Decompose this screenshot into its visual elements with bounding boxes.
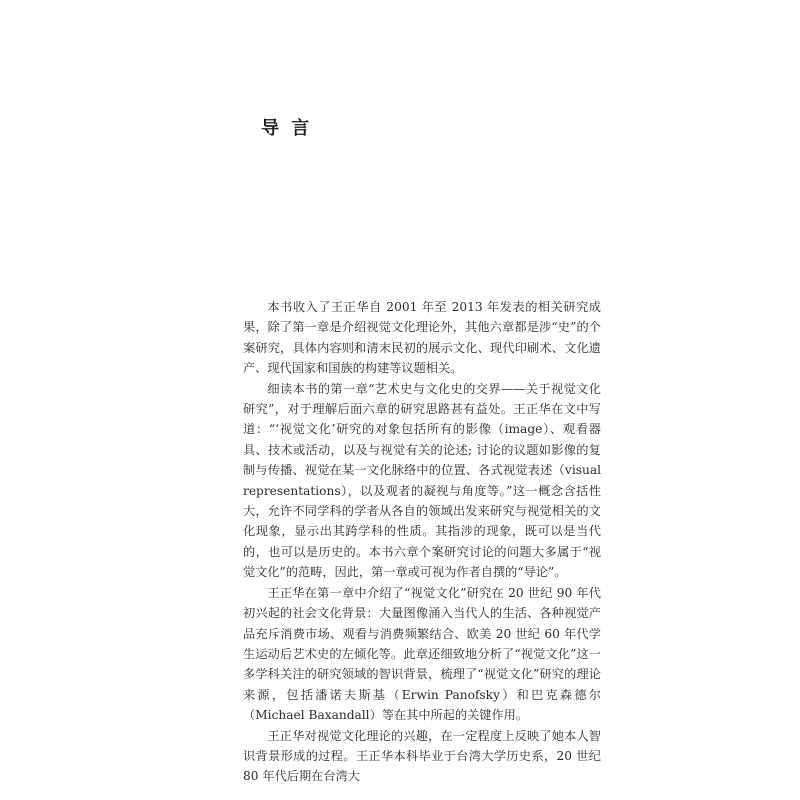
paragraph-4: 王正华对视觉文化理论的兴趣，在一定程度上反映了她本人智识背景形成的过程。王正华本科毕业于台湾大学历史系，20 世纪 80 年代后期在台湾大	[243, 728, 601, 784]
body-text	[243, 297, 601, 787]
paragraph-1: 本书收入了王正华自 2001 年至 2013 年发表的相关研究成果，除了第一章是介绍视觉文化理论外，其他六章都是涉“史”的个案研究，具体内容则和清末民初的展示文化、现代印刷术、文化遗产、现代国家和国族的构建等议题相关。	[243, 300, 601, 376]
paragraph-2: 细读本书的第一章“艺术史与文化史的交界——关于视觉文化研究”，对于理解后面六章的研究思路甚有益处。王正华在文中写道：“‘视觉文化’研究的对象包括所有的影像（image）、观看器具、技术或活动，以及与视觉有关的论述; 讨论的议题如影像的复制与传播、视觉在某一文化脉络中的位置、各式视觉表述（visual representations），以及观者的凝视与角度等。”这一概念含括性大，允许不同学科的学者从各自的领域出发来研究与视觉相关的文化现象，显示出其跨学科的性质。其指涉的现象，既可以是当代的，也可以是历史的。本书六章个案研究讨论的问题大多属于“视觉文化”的范畴，因此，第一章或可视为作者自撰的“导论”。	[243, 381, 601, 580]
chapter-title: 导 言	[261, 118, 313, 139]
paragraph-3: 王正华在第一章中介绍了“视觉文化”研究在 20 世纪 90 年代初兴起的社会文化背景：大量图像涌入当代人的生活、各种视觉产品充斥消费市场、观看与消费频繁结合、欧美 20 世纪 60 年代学生运动后艺术史的左倾化等。此章还细致地分析了“视觉文化”这一多学科关注的研究领域的智识背景，梳理了“视觉文化”研究的理论来源，包括潘诺夫斯基（Erwin Panofsky）和巴克森德尔（Michael Baxandall）等在其中所起的关键作用。	[243, 585, 601, 723]
